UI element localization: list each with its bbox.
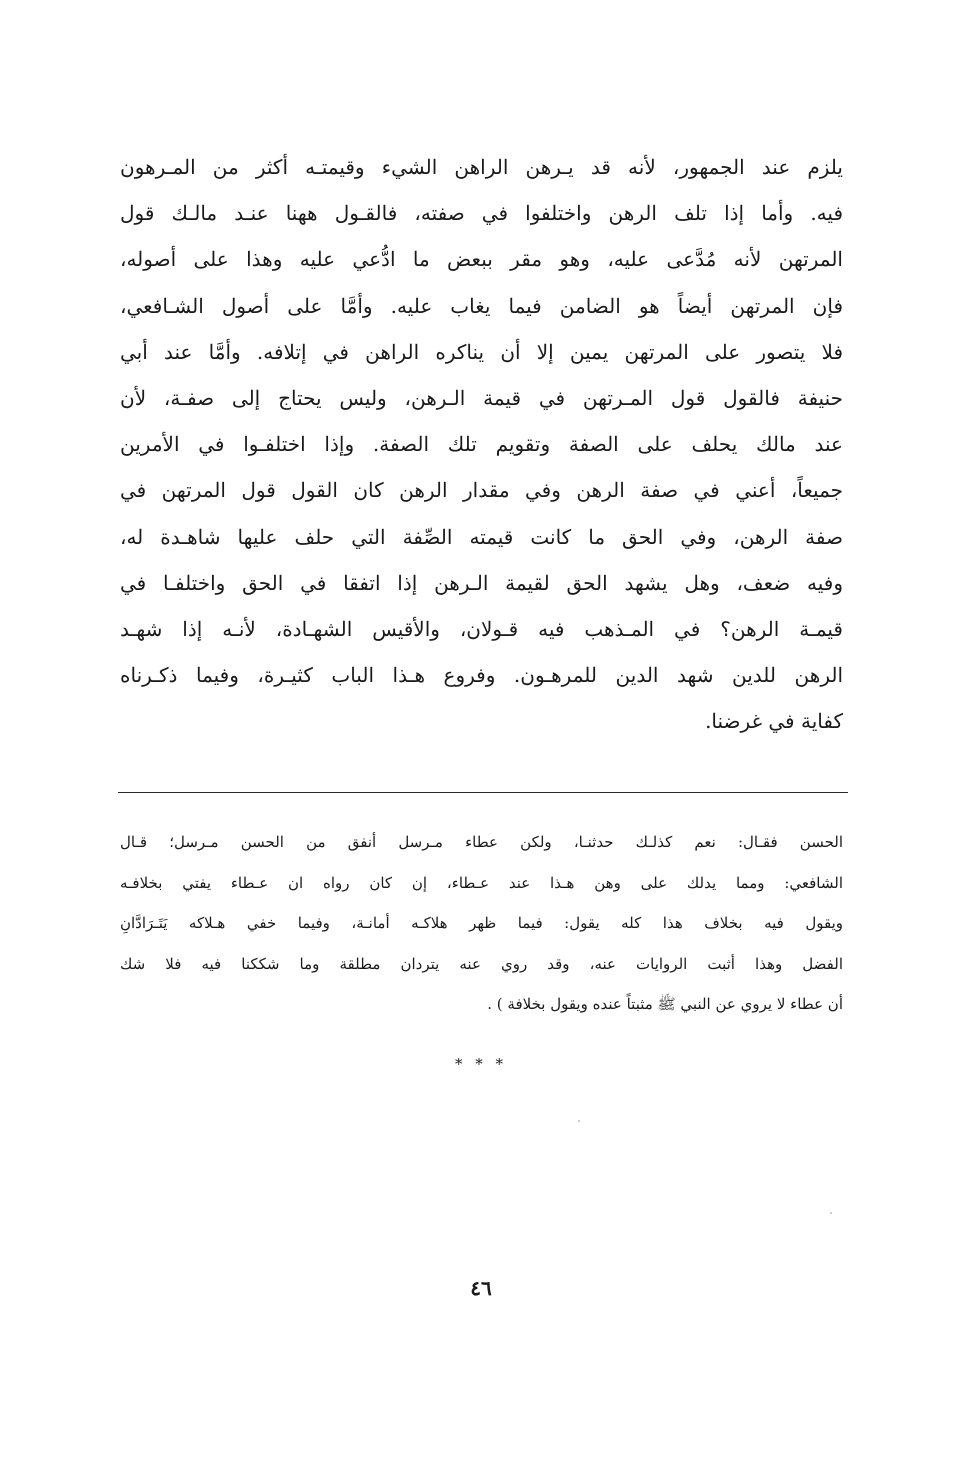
footnote-line: أن عطاء لا يروي عن النبي ﷺ مثبتاً عنده ويقول بخلافة ) . bbox=[487, 995, 843, 1013]
footnote-block bbox=[120, 822, 843, 1025]
main-text-line: قيمـة الرهن؟ في المـذهب فيه قـولان، والأقيس الشهـادة، لأنـه إذا شهـد bbox=[120, 616, 843, 641]
main-text-line: جميعاً، أعني في صفة الرهن وفي مقدار الرهن كان القول قول المرتهن في bbox=[120, 478, 843, 503]
main-text-line: يلزم عند الجمهور، لأنه قد يـرهن الراهن الشيء وقيمتـه أكثر من المـرهون bbox=[120, 155, 843, 179]
scan-speck bbox=[578, 1120, 580, 1122]
footnote-line: ويقول فيه بخلاف هذا كله يقول: فيما ظهر هلاكـه أمانـة، وفيما خفي هـلاكه يَتَـرَادَّانِ bbox=[120, 914, 843, 932]
main-text-line: فلا يتصور على المرتهن يمين إلا أن يناكره الراهن في إتلافه. وأمَّا عند أبي bbox=[120, 339, 843, 364]
main-text-line: صفة الرهن، وفي الحق ما كانت قيمته الصِّفة التي حلف عليها شاهـدة له، bbox=[120, 524, 843, 549]
page-number: ٤٦ bbox=[470, 1276, 492, 1300]
main-text-line: فإن المرتهن أيضاً هو الضامن فيما يغاب عليه. وأمَّا على أصول الشـافعي، bbox=[120, 293, 843, 318]
main-text-line: عند مالك يحلف على الصفة وتقويم تلك الصفة. وإذا اختلفـوا في الأمرين bbox=[120, 432, 843, 457]
footnote-line: الشافعي: ومما يدلك على وهن هـذا عند عـطاء، إن كان رواه ان عـطاء يفتي بخلافـه bbox=[120, 873, 843, 892]
section-separator: * * * bbox=[454, 1055, 508, 1073]
main-text-line: وفيه ضعف، وهل يشهد الحق لقيمة الـرهن إذا اتفقا في الحق واختلفـا في bbox=[120, 570, 843, 595]
main-text-block bbox=[120, 144, 843, 744]
footnote-line: الفضل وهذا أثبت الروايات عنه، وقد روي عنه يتردان مطلقة وما شككنا فيه فلا شك bbox=[120, 954, 843, 973]
main-text-line: حنيفة فالقول قول المـرتهن في قيمة الـرهن، وليس يحتاج إلى صفـة، لأن bbox=[120, 385, 843, 410]
footnote-line: الحسن فقـال: نعم كذلـك حدثنـا، ولكن عطاء مـرسل أنفق من الحسن مـرسل؛ قـال bbox=[120, 833, 843, 851]
scan-speck bbox=[830, 1212, 832, 1214]
footnote-divider bbox=[118, 792, 848, 793]
main-text-line: الرهن للدين شهد الدين للمرهـون. وفروع هـذا الباب كثيـرة، وفيما ذكـرناه bbox=[120, 663, 843, 688]
main-text-line: المرتهن لأنه مُدَّعى عليه، وهو مقر ببعض ما ادُّعي عليه وهذا على أصوله، bbox=[120, 247, 843, 272]
main-text-line: فيه. وأما إذا تلف الرهن واختلفوا في صفته، فالقـول ههنا عنـد مالـك قول bbox=[120, 201, 843, 226]
main-text-line: كفاية في غرضنا. bbox=[705, 709, 843, 734]
